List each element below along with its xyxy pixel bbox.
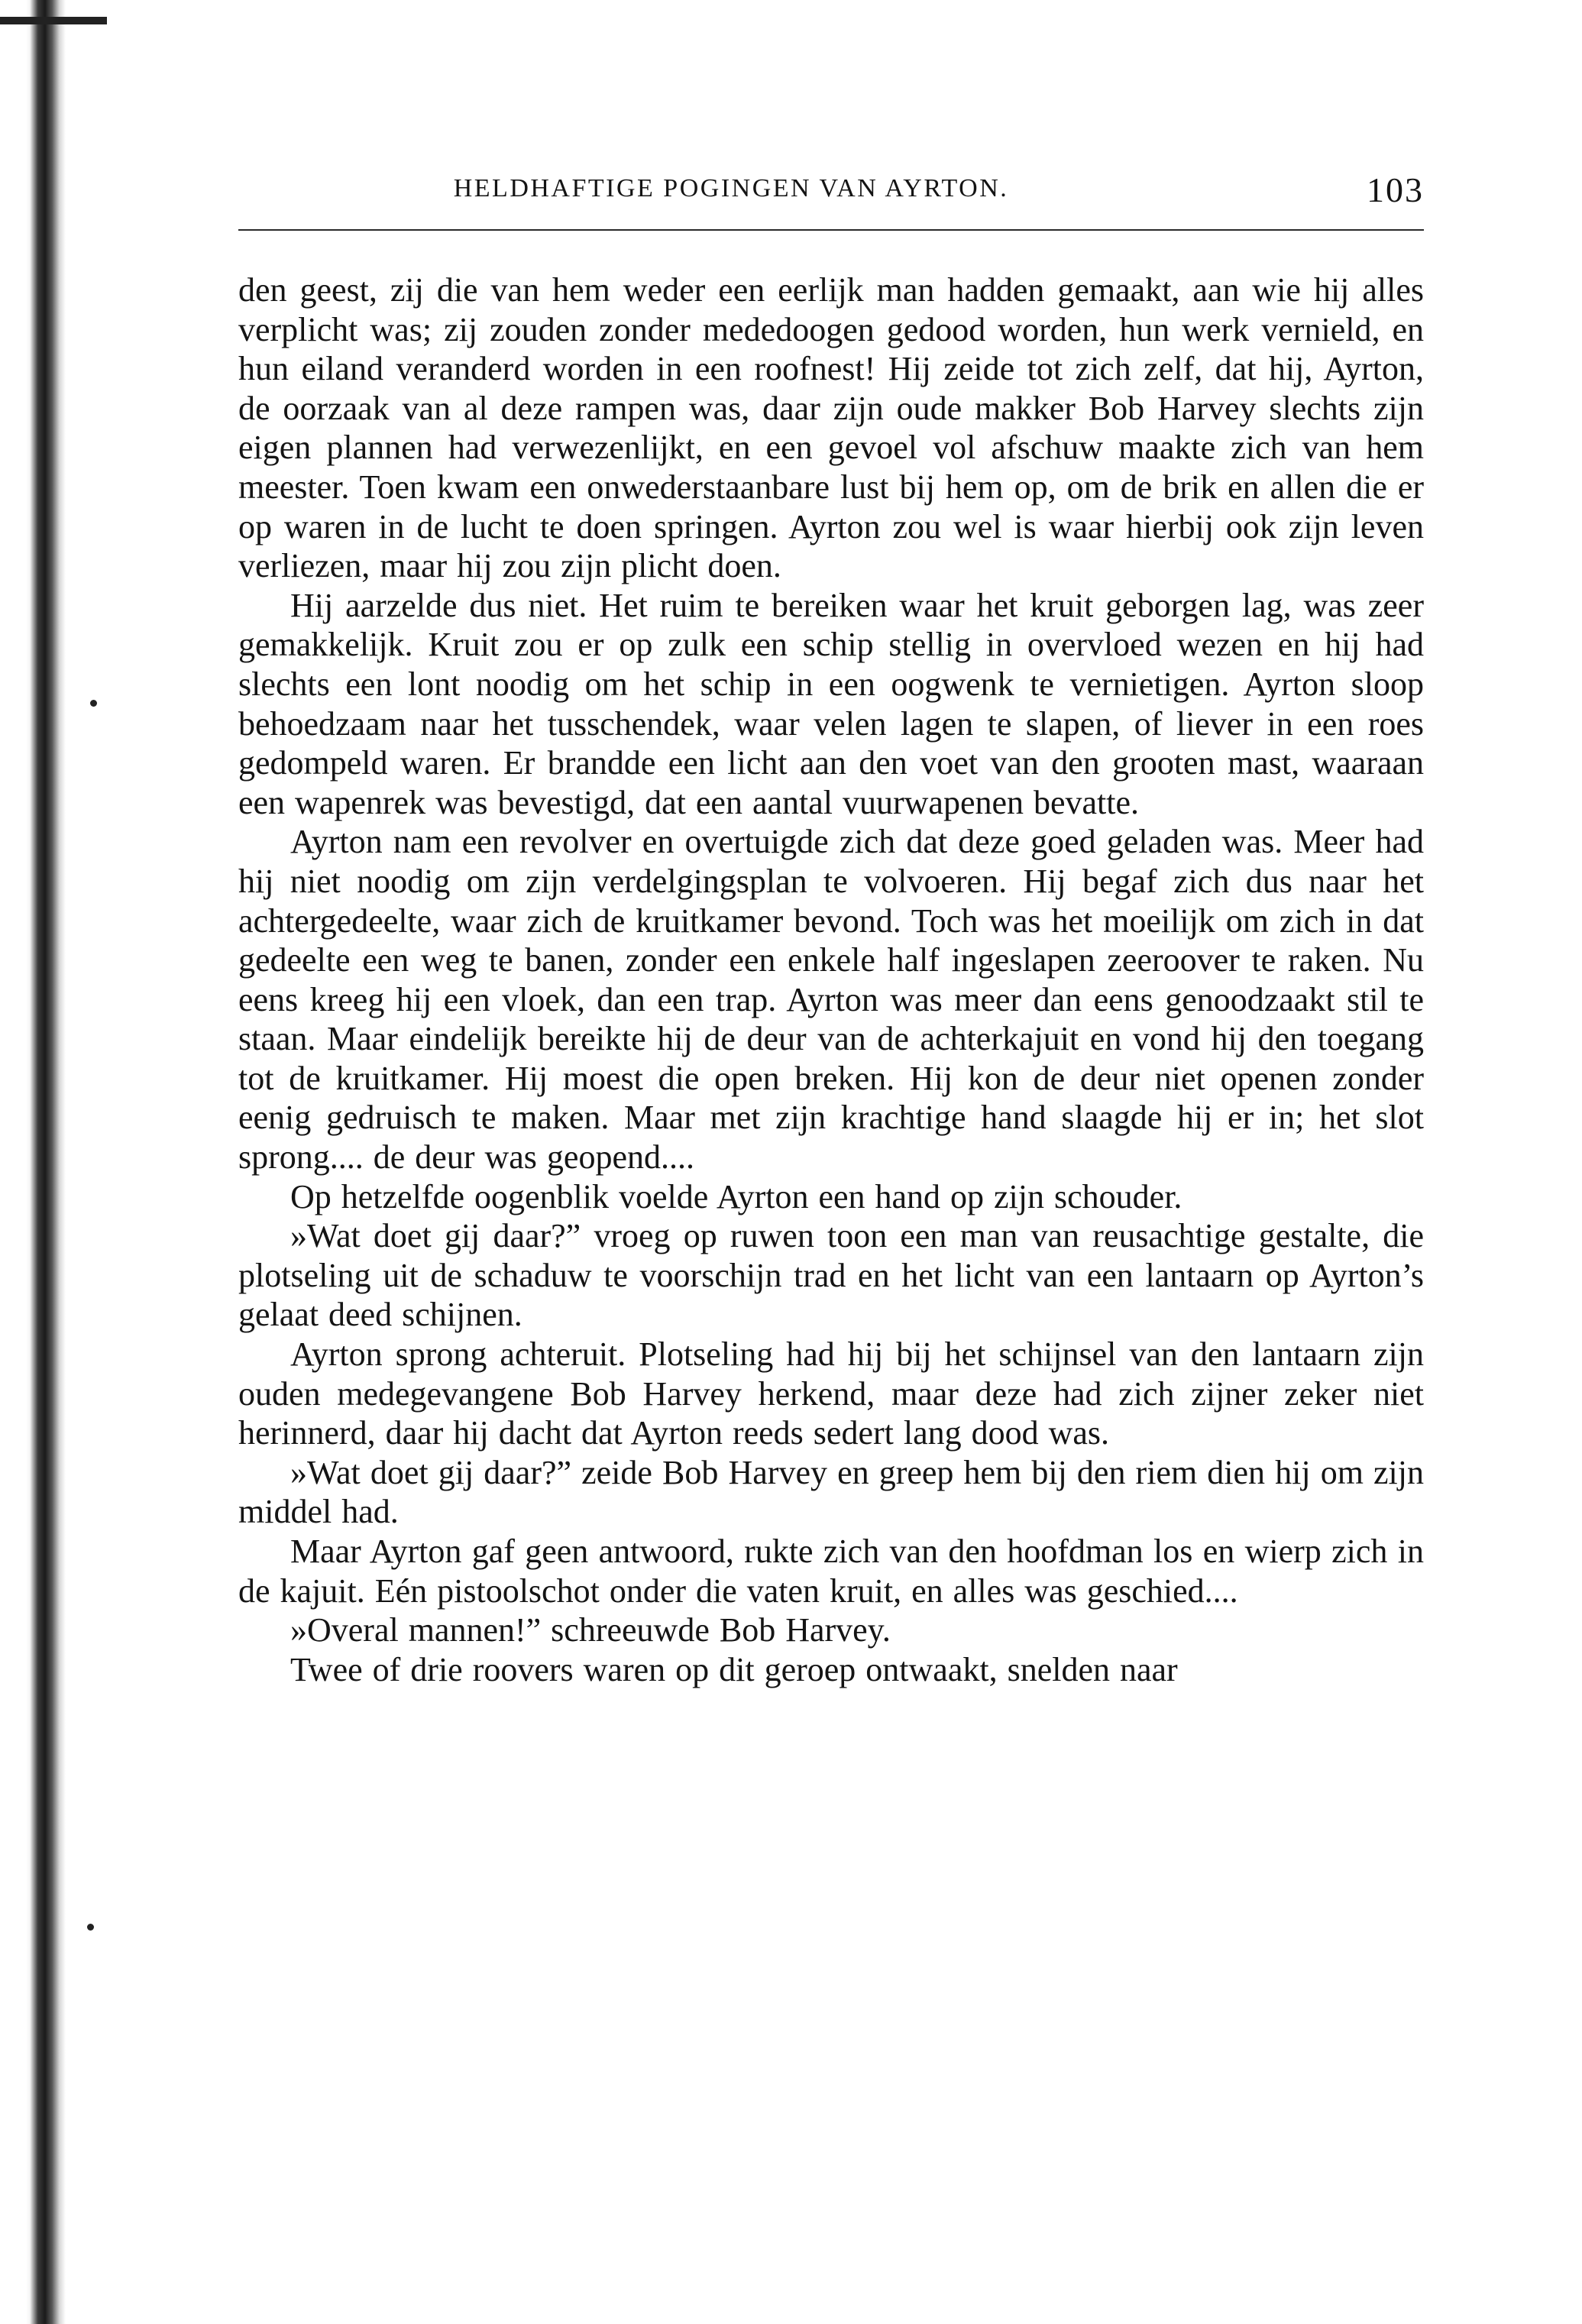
- page-number: 103: [1367, 170, 1424, 209]
- ink-speck: [87, 1924, 94, 1931]
- binding-gutter: [26, 0, 66, 2324]
- binding-corner-mark: [0, 17, 107, 24]
- paragraph-5: »Wat doet gij daar?” vroeg op ruwen toon een man van reusachtige gestalte, die plotseling uit de schaduw te voorschijn trad en het licht van een lantaarn op Ayrton’s gelaat deed schijnen.: [238, 1217, 1424, 1334]
- paragraph-10: Twee of drie roovers waren op dit geroep ontwaakt, snelden naar: [290, 1650, 1178, 1688]
- ink-speck: [90, 700, 97, 707]
- page-header: [238, 170, 1424, 214]
- paragraph-9: »Overal mannen!” schreeuwde Bob Harvey.: [290, 1611, 891, 1649]
- running-head: HELDHAFTIGE POGINGEN VAN AYRTON.: [453, 174, 1009, 202]
- header-rule: [238, 229, 1424, 231]
- paragraph-6: Ayrton sprong achteruit. Plotseling had hij bij het schijnsel van den lantaarn zijn ouden medegevangene Bob Harvey herkend, maar deze had zich zijner zeker niet herinnerd, daar hij dacht dat Ayrton reeds sedert lang dood was.: [238, 1335, 1424, 1452]
- paragraph-4: Op hetzelfde oogenblik voelde Ayrton een hand op zijn schouder.: [290, 1177, 1182, 1215]
- paragraph-8: Maar Ayrton gaf geen antwoord, rukte zich van den hoofdman los en wierp zich in de kajuit. Eén pistoolschot onder die vaten kruit, en alles was geschied....: [238, 1533, 1424, 1610]
- paragraph-2: Hij aarzelde dus niet. Het ruim te bereiken waar het kruit geborgen lag, was zeer gemakkelijk. Kruit zou er op zulk een schip stellig in overvloed wezen en hij had slechts een lont noodig om het schip in een oogwenk te vernietigen. Ayrton sloop behoedzaam naar het tusschendek, waar velen lagen te slapen, of liever in een roes gedompeld waren. Er brandde een licht aan den voet van den grooten mast, waaraan een wapenrek was bevestigd, dat een aantal vuurwapenen bevatte.: [238, 586, 1424, 821]
- paragraph-1: den geest, zij die van hem weder een eerlijk man hadden gemaakt, aan wie hij alles verplicht was; zij zouden zonder mededoogen gedood worden, hun werk vernield, en hun eiland veranderd worden in een roofnest! Hij zeide tot zich zelf, dat hij, Ayrton, de oorzaak van al deze rampen was, daar zijn oude makker Bob Harvey slechts zijn eigen plannen had verwezenlijkt, en een gevoel vol afschuw maakte zich van hem meester. Toen kwam een onwederstaanbare lust bij hem op, om de brik en allen die er op waren in de lucht te doen springen. Ayrton zou wel is waar hierbij ook zijn leven verliezen, maar hij zou zijn plicht doen.: [238, 271, 1424, 585]
- paragraph-3: Ayrton nam een revolver en overtuigde zich dat deze goed geladen was. Meer had hij niet noodig om zijn verdelgingsplan te volvoeren. Hij begaf zich dus naar het achtergedeelte, waar zich de kruitkamer bevond. Toch was het moeilijk om zich in dat gedeelte een weg te banen, zonder een enkele half ingeslapen zeeroover te raken. Nu eens kreeg hij een vloek, dan een trap. Ayrton was meer dan eens genoodzaakt stil te staan. Maar eindelijk bereikte hij de deur van de achterkajuit en vond hij den toegang tot de kruitkamer. Hij moest die open breken. Hij kon de deur niet openen zonder eenig gedruisch te maken. Maar met zijn krachtige hand slaagde hij er in; het slot sprong.... de deur was geopend....: [238, 823, 1424, 1177]
- paragraph-7: »Wat doet gij daar?” zeide Bob Harvey en greep hem bij den riem dien hij om zijn middel had.: [238, 1453, 1424, 1531]
- body-text: [238, 270, 1424, 1689]
